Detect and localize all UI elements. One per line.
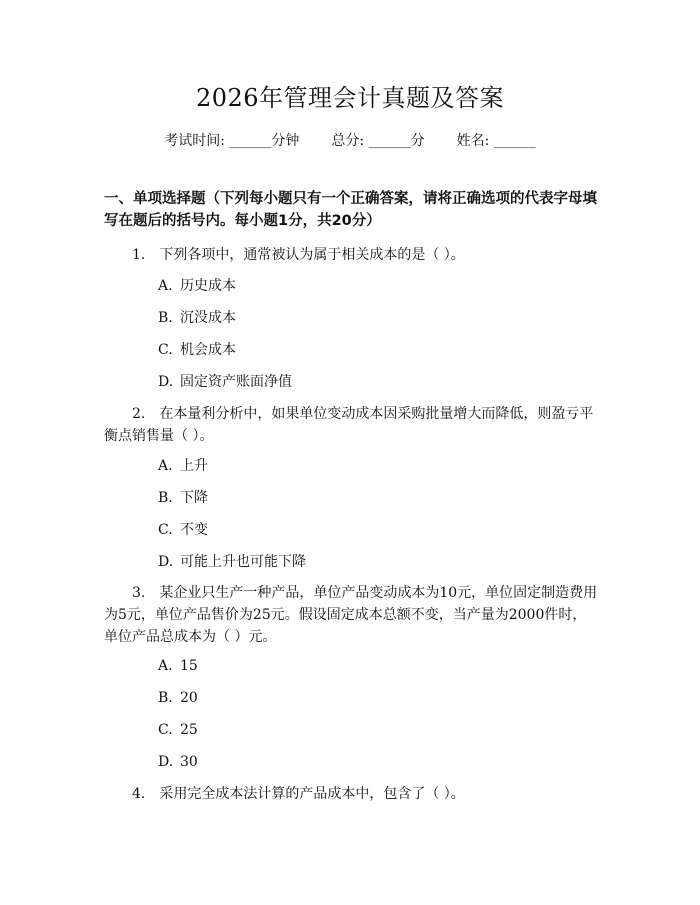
option-2b bbox=[158, 487, 208, 509]
document-title: 2026年管理会计真题及答案 bbox=[195, 84, 505, 112]
option-letter: C. bbox=[158, 342, 173, 358]
question-2 bbox=[104, 403, 599, 447]
option-text: 固定资产账面净值 bbox=[180, 374, 292, 390]
question-number: 4. bbox=[132, 786, 146, 802]
question-text: 在本量利分析中，如果单位变动成本因采购批量增大而降低，则盈亏平衡点销售量（ ）。 bbox=[104, 406, 594, 444]
option-3b bbox=[158, 687, 198, 709]
option-letter: B. bbox=[158, 690, 173, 706]
option-text: 上升 bbox=[180, 458, 208, 474]
option-2c bbox=[158, 519, 208, 541]
question-3 bbox=[104, 582, 599, 648]
option-letter: B. bbox=[158, 310, 173, 326]
option-2d bbox=[158, 551, 306, 573]
question-4 bbox=[104, 783, 599, 805]
section-heading: 一、单项选择题（下列每小题只有一个正确答案，请将正确选项的代表字母填写在题后的括号内。每小题1分，共20分） bbox=[104, 191, 597, 229]
option-text: 下降 bbox=[180, 490, 208, 506]
question-number: 2. bbox=[132, 406, 146, 422]
option-letter: A. bbox=[158, 278, 173, 294]
option-letter: A. bbox=[158, 658, 173, 674]
option-1a bbox=[158, 275, 236, 297]
question-number: 3. bbox=[132, 585, 146, 601]
question-1 bbox=[104, 244, 599, 266]
option-text: 不变 bbox=[180, 522, 208, 538]
option-text: 机会成本 bbox=[180, 342, 236, 358]
score-blank: ______ bbox=[368, 133, 411, 149]
option-1b bbox=[158, 307, 236, 329]
option-1d bbox=[158, 371, 292, 393]
option-letter: C. bbox=[158, 522, 173, 538]
option-1c bbox=[158, 339, 236, 361]
score-label: 总分: bbox=[331, 133, 365, 149]
name-blank: ______ bbox=[493, 133, 536, 149]
option-letter: D. bbox=[158, 554, 174, 570]
question-text: 某企业只生产一种产品，单位产品变动成本为10元，单位固定制造费用为5元，单位产品售价为25元。假设固定成本总额不变，当产量为2000件时，单位产品总成本为（ ）元。 bbox=[104, 585, 598, 645]
option-letter: B. bbox=[158, 490, 173, 506]
name-label: 姓名: bbox=[456, 133, 490, 149]
score-unit: 分 bbox=[410, 133, 425, 149]
option-text: 20 bbox=[180, 690, 198, 706]
option-text: 可能上升也可能下降 bbox=[180, 554, 306, 570]
option-text: 25 bbox=[180, 722, 198, 738]
time-blank: ______ bbox=[229, 133, 272, 149]
exam-info-line bbox=[0, 130, 700, 152]
option-letter: C. bbox=[158, 722, 173, 738]
option-2a bbox=[158, 455, 208, 477]
option-letter: A. bbox=[158, 458, 173, 474]
time-label: 考试时间: bbox=[164, 133, 225, 149]
option-text: 历史成本 bbox=[180, 278, 236, 294]
option-text: 15 bbox=[180, 658, 198, 674]
option-3c bbox=[158, 719, 198, 741]
question-text: 采用完全成本法计算的产品成本中，包含了（ ）。 bbox=[159, 786, 465, 802]
option-letter: D. bbox=[158, 754, 174, 770]
question-number: 1. bbox=[132, 247, 146, 263]
time-unit: 分钟 bbox=[271, 133, 300, 149]
question-text: 下列各项中，通常被认为属于相关成本的是（ ）。 bbox=[159, 247, 465, 263]
option-letter: D. bbox=[158, 374, 174, 390]
option-text: 30 bbox=[180, 754, 198, 770]
option-3a bbox=[158, 655, 198, 677]
option-3d bbox=[158, 751, 198, 773]
option-text: 沉没成本 bbox=[180, 310, 236, 326]
